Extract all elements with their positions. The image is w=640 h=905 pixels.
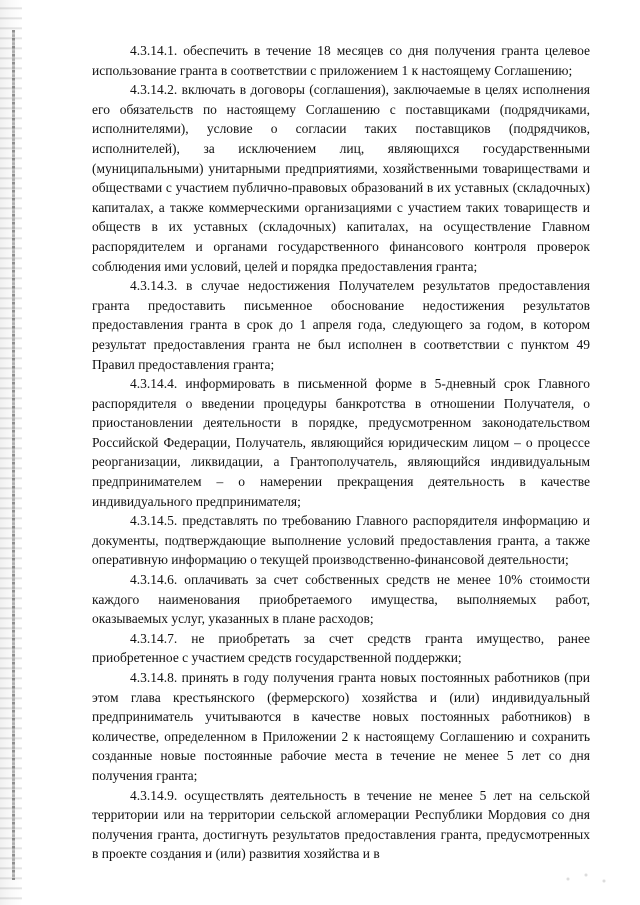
paragraph-4-3-14-7: 4.3.14.7. не приобретать за счет средств гранта имущество, ранее приобретенное с участием средств государственной поддержки;	[92, 630, 590, 666]
document-body	[92, 41, 590, 864]
paragraph-4-3-14-5: 4.3.14.5. представлять по требованию Главного распорядителя информацию и документы, подтверждающие выполнение условий предоставления гранта, а также оперативную информацию о текущей производственно-финансовой деятельности;	[92, 513, 590, 568]
paragraph-4-3-14-9: 4.3.14.9. осуществлять деятельность в течение не менее 5 лет на сельской территории или на территории сельской агломерации Республики Мордовия со дня получения гранта, достигнуть результатов предоставления гранта, предусмотренных в проекте создания и (или) развития хозяйства и в	[92, 787, 590, 862]
paragraph-4-3-14-3: 4.3.14.3. в случае недостижения Получателем результатов предоставления гранта предоставить письменное обоснование недостижения результатов предоставления гранта в срок до 1 апреля года, следующего за годом, в котором результат предоставления гранта не был исполнен в соответствии с пунктом 49 Правил предоставления гранта;	[92, 278, 590, 372]
paragraph-4-3-14-4: 4.3.14.4. информировать в письменной форме в 5-дневный срок Главного распорядителя о введении процедуры банкротства в отношении Получателя, о приостановлении деятельности в порядке, предусмотренном законодательством Российской Федерации, Получатель, являющийся юридическим лицом – о процессе реорганизации, ликвидации, а Грантополучатель, являющийся индивидуальным предпринимателем – о намерении прекращения деятельность в качестве индивидуального предпринимателя;	[92, 376, 590, 509]
paragraph-4-3-14-6: 4.3.14.6. оплачивать за счет собственных средств не менее 10% стоимости каждого наименования приобретаемого имущества, выполняемых работ, оказываемых услуг, указанных в плане расходов;	[92, 572, 590, 627]
paragraph-4-3-14-8: 4.3.14.8. принять в году получения гранта новых постоянных работников (при этом глава крестьянского (фермерского) хозяйства и (или) индивидуальный предприниматель учитываются в качестве новых постоянных работников) в количестве, определенном в Приложении 2 к настоящему Соглашению и сохранить созданные новые постоянные рабочие места в течение не менее 5 лет со дня получения гранта;	[92, 670, 590, 783]
paragraph-4-3-14-1: 4.3.14.1. обеспечить в течение 18 месяцев со дня получения гранта целевое использование гранта в соответствии с приложением 1 к настоящему Соглашению;	[92, 43, 590, 78]
scan-noise	[562, 867, 622, 887]
scan-edge	[0, 0, 22, 905]
paragraph-4-3-14-2: 4.3.14.2. включать в договоры (соглашения), заключаемые в целях исполнения его обязательств по настоящему Соглашению с поставщиками (подрядчиками, исполнителями), условие о согласии таких поставщиков (подрядчиков, исполнителей), за исключением лиц, являющихся государственными (муниципальными) унитарными предприятиями, хозяйственными товариществами и обществами с участием публично-правовых образований в их уставных (складочных) капиталах, а также коммерческими организациями с участием таких товариществ и обществ в их уставных (складочных) капиталах, на осуществление Главном распорядителем и органами государственного финансового контроля проверок соблюдения ими условий, целей и порядка предоставления гранта;	[92, 82, 590, 274]
scan-binding-line	[12, 30, 15, 880]
